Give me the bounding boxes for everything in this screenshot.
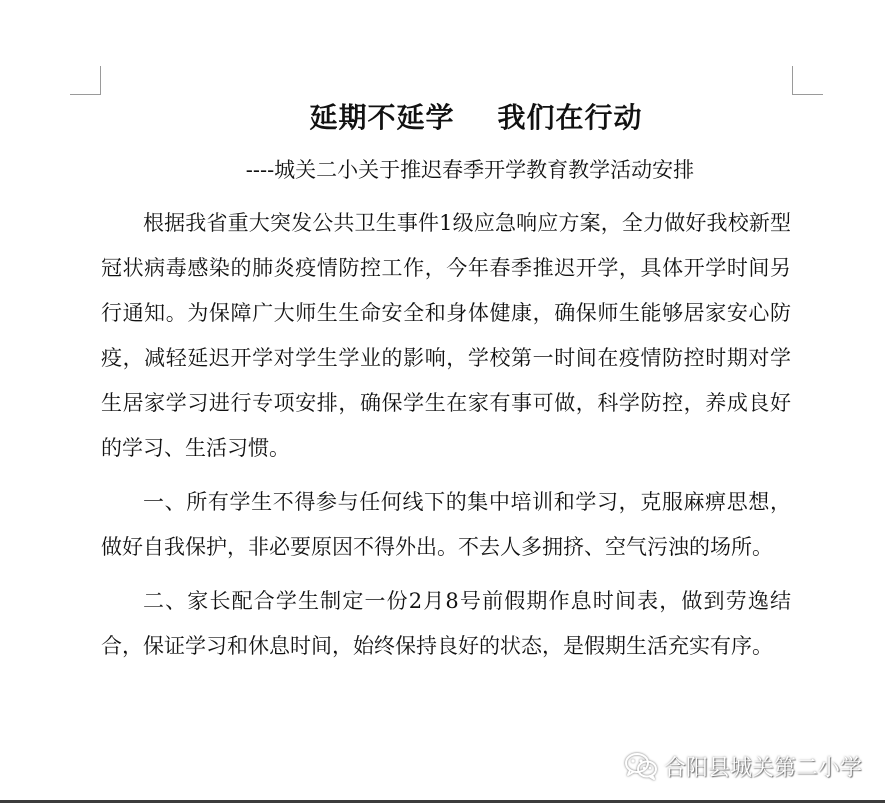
corner-mark-top-left bbox=[70, 66, 101, 95]
paragraph-item-2: 二、家长配合学生制定一份2月8号前假期作息时间表，做到劳逸结合，保证学习和休息时间，始终保持良好的状态，是假期生活充实有序。 bbox=[101, 589, 791, 658]
wechat-icon bbox=[624, 752, 658, 780]
wechat-watermark bbox=[624, 749, 862, 783]
document-title: 延期不延学 我们在行动 bbox=[309, 101, 643, 134]
corner-mark-top-right bbox=[792, 66, 823, 95]
paragraph-intro: 根据我省重大突发公共卫生事件1级应急响应方案，全力做好我校新型冠状病毒感染的肺炎疫情防控工作，今年春季推迟开学，具体开学时间另行通知。为保障广大师生生命安全和身体健康，确保师生能够居家安心防疫，减轻延迟开学对学生学业的影响，学校第一时间在疫情防控时期对学生居家学习进行专项安排，确保学生在家有事可做，科学防控，养成良好的学习、生活习惯。 bbox=[101, 211, 791, 460]
document-body bbox=[101, 201, 791, 669]
document-subtitle: ----城关二小关于推迟春季开学教育教学活动安排 bbox=[245, 158, 695, 182]
watermark-text: 合阳县城关第二小学 bbox=[664, 755, 863, 781]
paragraph-item-1: 一、所有学生不得参与任何线下的集中培训和学习，克服麻痹思想，做好自我保护，非必要原因不得外出。不去人多拥挤、空气污浊的场所。 bbox=[101, 490, 791, 559]
